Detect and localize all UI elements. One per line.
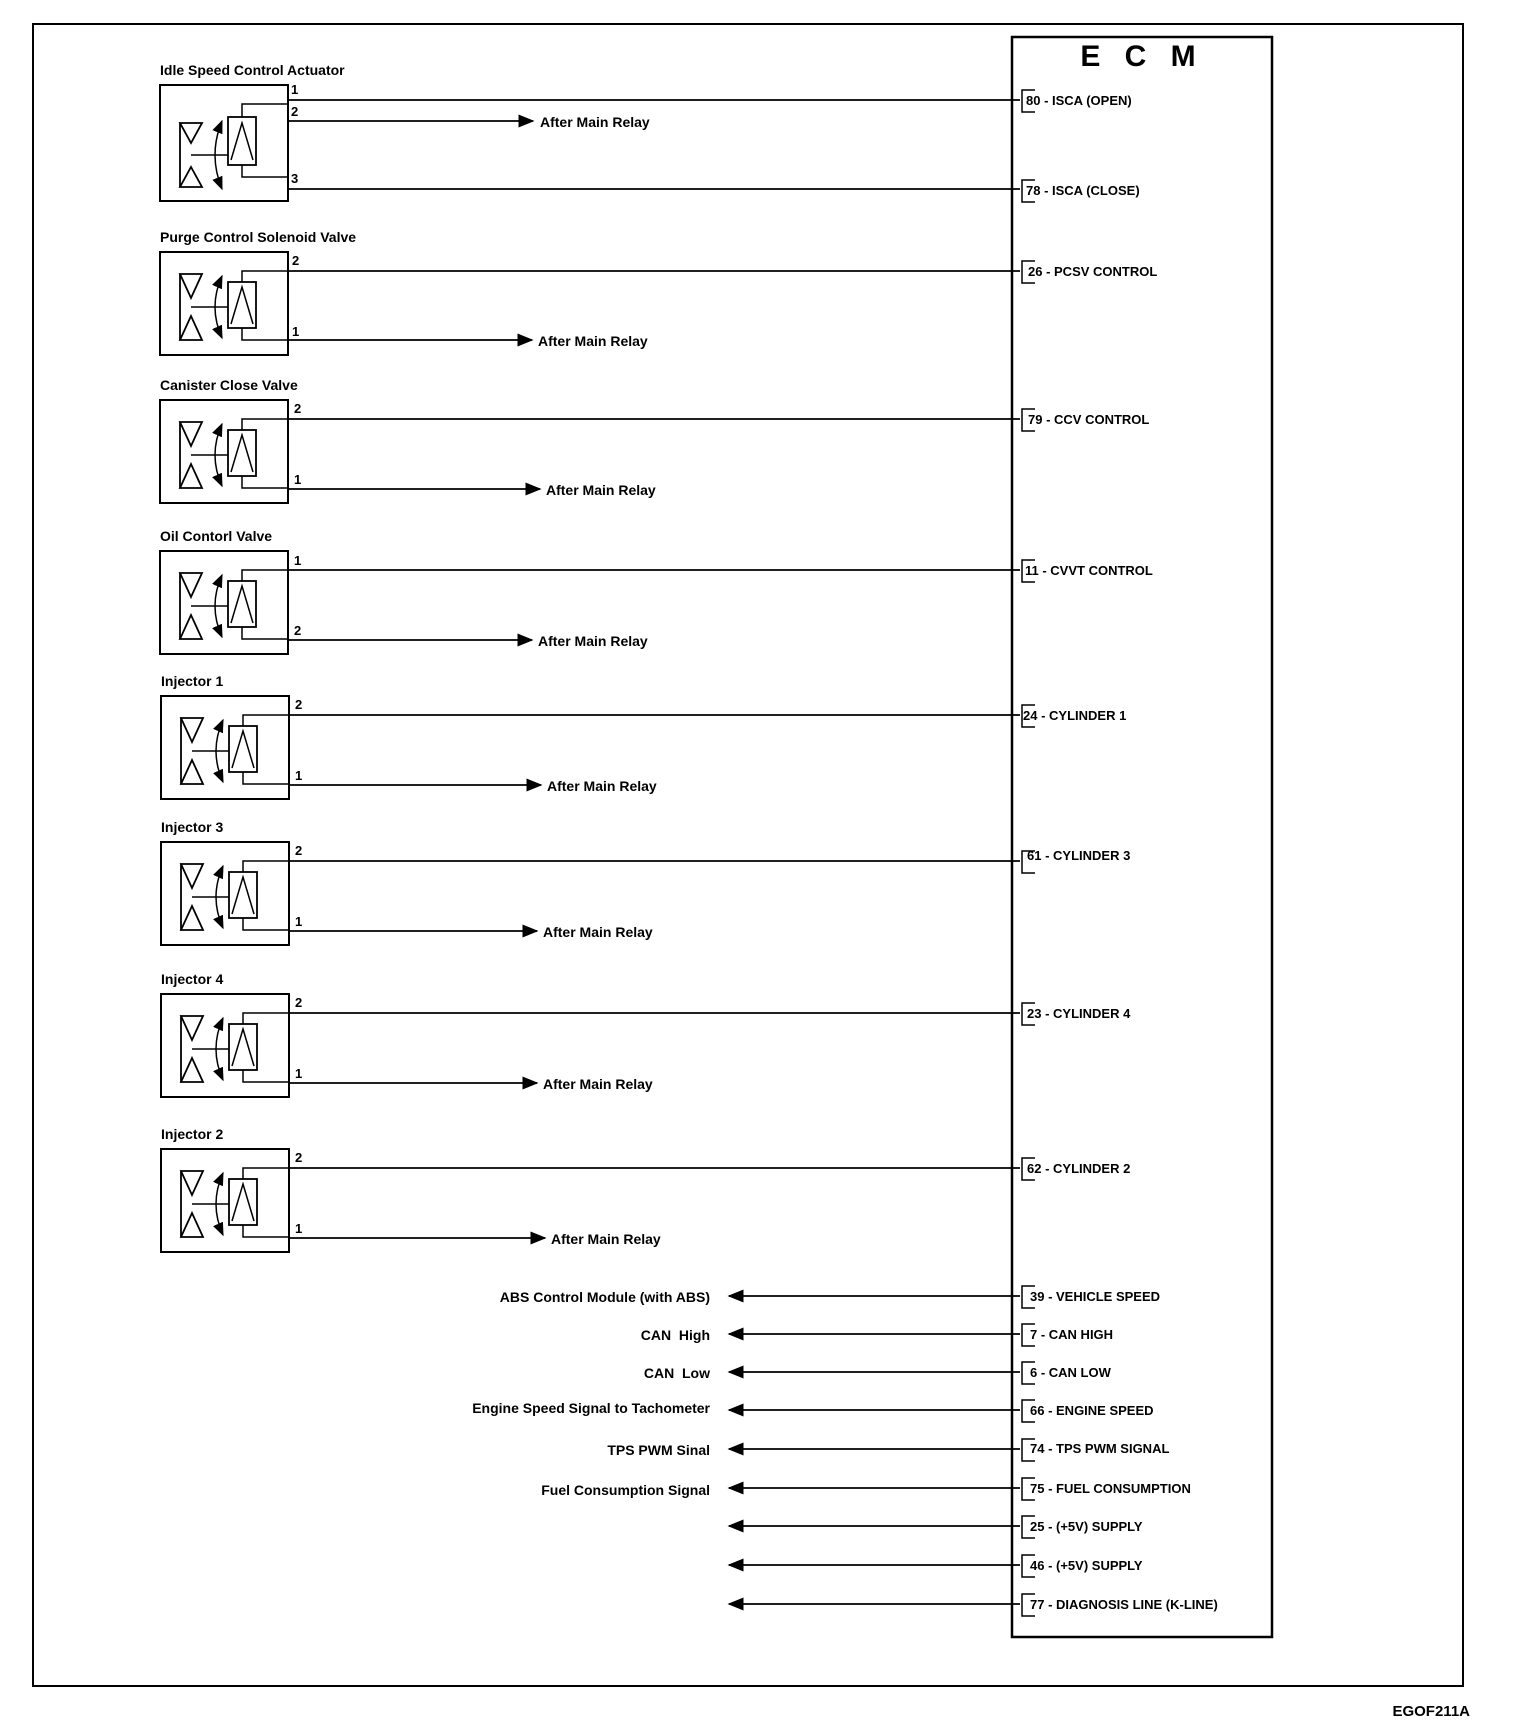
pin-number: 1 bbox=[291, 82, 299, 97]
ecm-title: E C M bbox=[1080, 40, 1204, 73]
relay-label: After Main Relay bbox=[540, 114, 650, 130]
pin-number: 2 bbox=[291, 104, 299, 119]
ecm-terminal-label: 66 - ENGINE SPEED bbox=[1030, 1403, 1154, 1418]
component-label: Injector 3 bbox=[161, 819, 224, 835]
component-label: Idle Speed Control Actuator bbox=[160, 62, 345, 78]
relay-label: After Main Relay bbox=[543, 1076, 653, 1092]
svg-text:23 - CYLINDER 4: 23 - CYLINDER 4 bbox=[1027, 1006, 1131, 1021]
component-injector-1 bbox=[161, 673, 302, 799]
svg-text:78 - ISCA (CLOSE): 78 - ISCA (CLOSE) bbox=[1026, 183, 1140, 198]
ecm-terminal-label: 39 - VEHICLE SPEED bbox=[1030, 1289, 1161, 1304]
svg-text:62 - CYLINDER 2: 62 - CYLINDER 2 bbox=[1027, 1161, 1131, 1176]
ecm-terminal bbox=[1022, 705, 1126, 727]
output-row-can-high bbox=[641, 1324, 1113, 1346]
output-row-engine-speed bbox=[472, 1400, 1153, 1422]
ecm-terminal-label: 46 - (+5V) SUPPLY bbox=[1030, 1558, 1143, 1573]
ecm-terminal bbox=[1022, 90, 1132, 112]
pin-number: 1 bbox=[295, 914, 303, 929]
output-row-5v-supply bbox=[729, 1516, 1143, 1538]
pin-number: 2 bbox=[294, 623, 302, 638]
pin-number: 2 bbox=[295, 1150, 303, 1165]
ecm-terminal bbox=[1022, 409, 1149, 431]
pin-number: 1 bbox=[294, 472, 302, 487]
pin-number: 1 bbox=[292, 324, 300, 339]
valve-symbol-icon bbox=[181, 715, 289, 784]
valve-symbol-icon bbox=[181, 1168, 289, 1237]
figure-code: EGOF211A bbox=[1392, 1703, 1470, 1720]
ecm-terminal-label: 25 - (+5V) SUPPLY bbox=[1030, 1519, 1143, 1534]
pin-number: 2 bbox=[292, 253, 300, 268]
ecm-terminal-label: 74 - TPS PWM SIGNAL bbox=[1030, 1441, 1170, 1456]
svg-text:24 - CYLINDER 1: 24 - CYLINDER 1 bbox=[1023, 708, 1127, 723]
svg-text:26 - PCSV CONTROL: 26 - PCSV CONTROL bbox=[1028, 264, 1158, 279]
valve-symbol-icon bbox=[180, 104, 288, 189]
ecm-terminal bbox=[1022, 261, 1157, 283]
relay-label: After Main Relay bbox=[546, 482, 656, 498]
component-injector-3 bbox=[161, 819, 302, 945]
valve-symbol-icon bbox=[180, 570, 288, 639]
ecm-terminal bbox=[1022, 560, 1153, 582]
pin-number: 2 bbox=[295, 995, 303, 1010]
pin-number: 2 bbox=[295, 843, 303, 858]
destination-label: CAN High bbox=[640, 1327, 710, 1343]
svg-text:79 - CCV CONTROL: 79 - CCV CONTROL bbox=[1028, 412, 1150, 427]
pin-number: 1 bbox=[294, 553, 302, 568]
ecm-terminal-label: 77 - DIAGNOSIS LINE (K-LINE) bbox=[1030, 1597, 1218, 1612]
valve-symbol-icon bbox=[181, 1013, 289, 1082]
pin-number: 3 bbox=[291, 171, 299, 186]
pin-number: 2 bbox=[295, 697, 303, 712]
output-row-fuel-consumption bbox=[541, 1478, 1191, 1500]
component-purge-control-solenoid-valve bbox=[160, 229, 356, 355]
svg-text:80 - ISCA (OPEN): 80 - ISCA (OPEN) bbox=[1026, 93, 1132, 108]
component-canister-close-valve bbox=[160, 377, 301, 503]
component-idle-speed-control-actuator bbox=[160, 62, 345, 201]
destination-label: Fuel Consumption Signal bbox=[541, 1482, 710, 1498]
relay-label: After Main Relay bbox=[543, 924, 653, 940]
component-injector-4 bbox=[161, 971, 302, 1097]
pin-number: 2 bbox=[294, 401, 302, 416]
valve-symbol-icon bbox=[180, 271, 288, 340]
destination-label: TPS PWM Sinal bbox=[607, 1442, 710, 1458]
destination-label: Engine Speed Signal to Tachometer bbox=[472, 1400, 710, 1416]
component-oil-control-valve bbox=[160, 528, 301, 654]
output-row-vehicle-speed bbox=[500, 1286, 1160, 1308]
component-label: Injector 4 bbox=[161, 971, 224, 987]
component-label: Oil Contorl Valve bbox=[160, 528, 273, 544]
component-label: Injector 2 bbox=[161, 1126, 224, 1142]
svg-text:61 - CYLINDER 3: 61 - CYLINDER 3 bbox=[1027, 848, 1131, 863]
output-row-diagnosis-line bbox=[729, 1594, 1218, 1616]
svg-text:11 - CVVT CONTROL: 11 - CVVT CONTROL bbox=[1025, 563, 1153, 578]
valve-symbol-icon bbox=[181, 861, 289, 930]
relay-label: After Main Relay bbox=[538, 633, 648, 649]
output-row-can-low bbox=[644, 1362, 1112, 1384]
destination-label: ABS Control Module (with ABS) bbox=[499, 1289, 710, 1305]
relay-label: After Main Relay bbox=[538, 333, 648, 349]
component-injector-2 bbox=[161, 1126, 302, 1252]
ecm-terminal-label: 75 - FUEL CONSUMPTION bbox=[1030, 1481, 1191, 1496]
ecm-terminal bbox=[1022, 1003, 1131, 1025]
pin-number: 1 bbox=[295, 1221, 303, 1236]
pin-number: 1 bbox=[295, 1066, 303, 1081]
valve-symbol-icon bbox=[180, 419, 288, 488]
output-row-5v-supply-2 bbox=[729, 1555, 1143, 1577]
component-label: Injector 1 bbox=[161, 673, 224, 689]
output-row-tps-pwm bbox=[607, 1439, 1169, 1461]
ecm-terminal bbox=[1022, 848, 1130, 873]
ecm-terminal-label: 7 - CAN HIGH bbox=[1030, 1327, 1114, 1342]
ecm-terminal bbox=[1022, 180, 1140, 202]
ecm-terminal bbox=[1022, 1158, 1130, 1180]
component-label: Purge Control Solenoid Valve bbox=[160, 229, 357, 245]
relay-label: After Main Relay bbox=[547, 778, 657, 794]
destination-label: CAN Low bbox=[643, 1365, 710, 1381]
diagram-frame bbox=[33, 24, 1463, 1686]
component-label: Canister Close Valve bbox=[160, 377, 298, 393]
ecm-terminal-label: 6 - CAN LOW bbox=[1030, 1365, 1111, 1380]
relay-label: After Main Relay bbox=[551, 1231, 661, 1247]
pin-number: 1 bbox=[295, 768, 303, 783]
